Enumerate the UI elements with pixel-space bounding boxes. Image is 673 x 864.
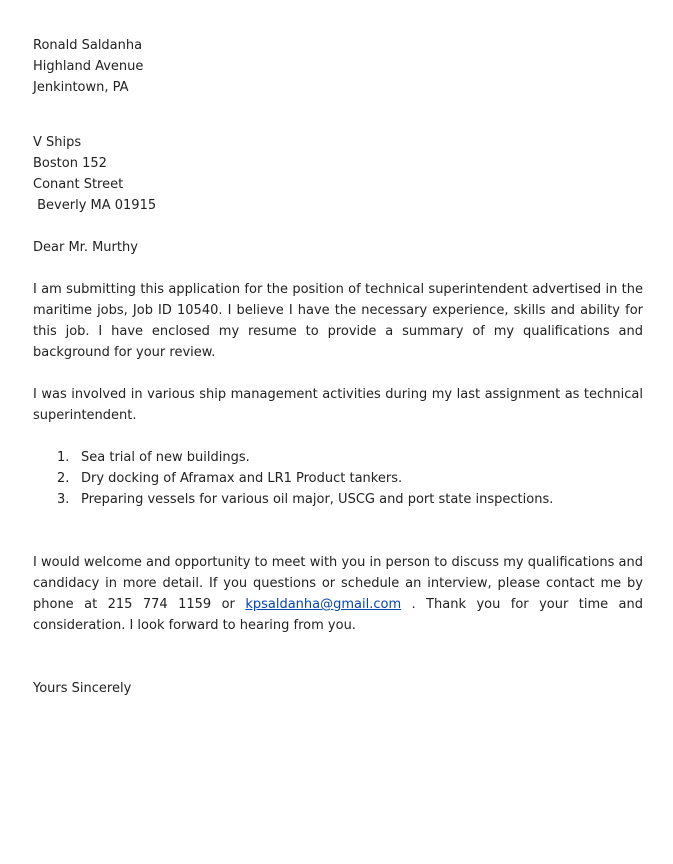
closing-text-before-email: I would welcome and opportunity to meet with you in person to discuss my qualifications and candidacy in more detail. If you questions or schedule an interview, please contact me by phone at 215 774 1159 or: [33, 555, 643, 612]
sender-address: [33, 35, 643, 98]
recipient-street: Conant Street: [33, 177, 124, 192]
list-item-number: 2.: [57, 471, 70, 486]
recipient-company: V Ships: [33, 135, 82, 150]
list-item: [33, 489, 643, 510]
salutation: Dear Mr. Murthy: [33, 240, 138, 255]
list-item-text: Sea trial of new buildings.: [81, 450, 250, 465]
recipient-address: [33, 132, 643, 216]
activities-list: [33, 447, 643, 510]
list-item-text: Preparing vessels for various oil major, USCG and port state inspections.: [81, 492, 554, 507]
closing-text-after-email: . Thank you for your time and consideration. I look forward to hearing from you.: [33, 597, 643, 633]
closing-paragraph: [33, 552, 643, 636]
recipient-city: Beverly MA 01915: [33, 198, 157, 213]
sender-name: Ronald Saldanha: [33, 38, 143, 53]
sender-street: Highland Avenue: [33, 59, 144, 74]
intro-paragraph: I am submitting this application for the position of technical superintendent advertised in the maritime jobs, Job ID 10540. I believe I have the necessary experience, skills and ability for this job. I have enclosed my resume to provide a summary of my qualifications and background for your review.: [33, 282, 643, 360]
list-item: [33, 447, 643, 468]
list-item-number: 1.: [57, 450, 70, 465]
letter-page: [33, 35, 643, 699]
list-item-number: 3.: [57, 492, 70, 507]
list-item-text: Dry docking of Aframax and LR1 Product tankers.: [81, 471, 403, 486]
experience-paragraph: I was involved in various ship management activities during my last assignment as technical superintendent.: [33, 387, 643, 423]
signoff: Yours Sincerely: [33, 681, 132, 696]
email-link[interactable]: kpsaldanha@gmail.com: [245, 597, 402, 612]
sender-city: Jenkintown, PA: [33, 80, 129, 95]
recipient-line2: Boston 152: [33, 156, 107, 171]
list-item: [33, 468, 643, 489]
